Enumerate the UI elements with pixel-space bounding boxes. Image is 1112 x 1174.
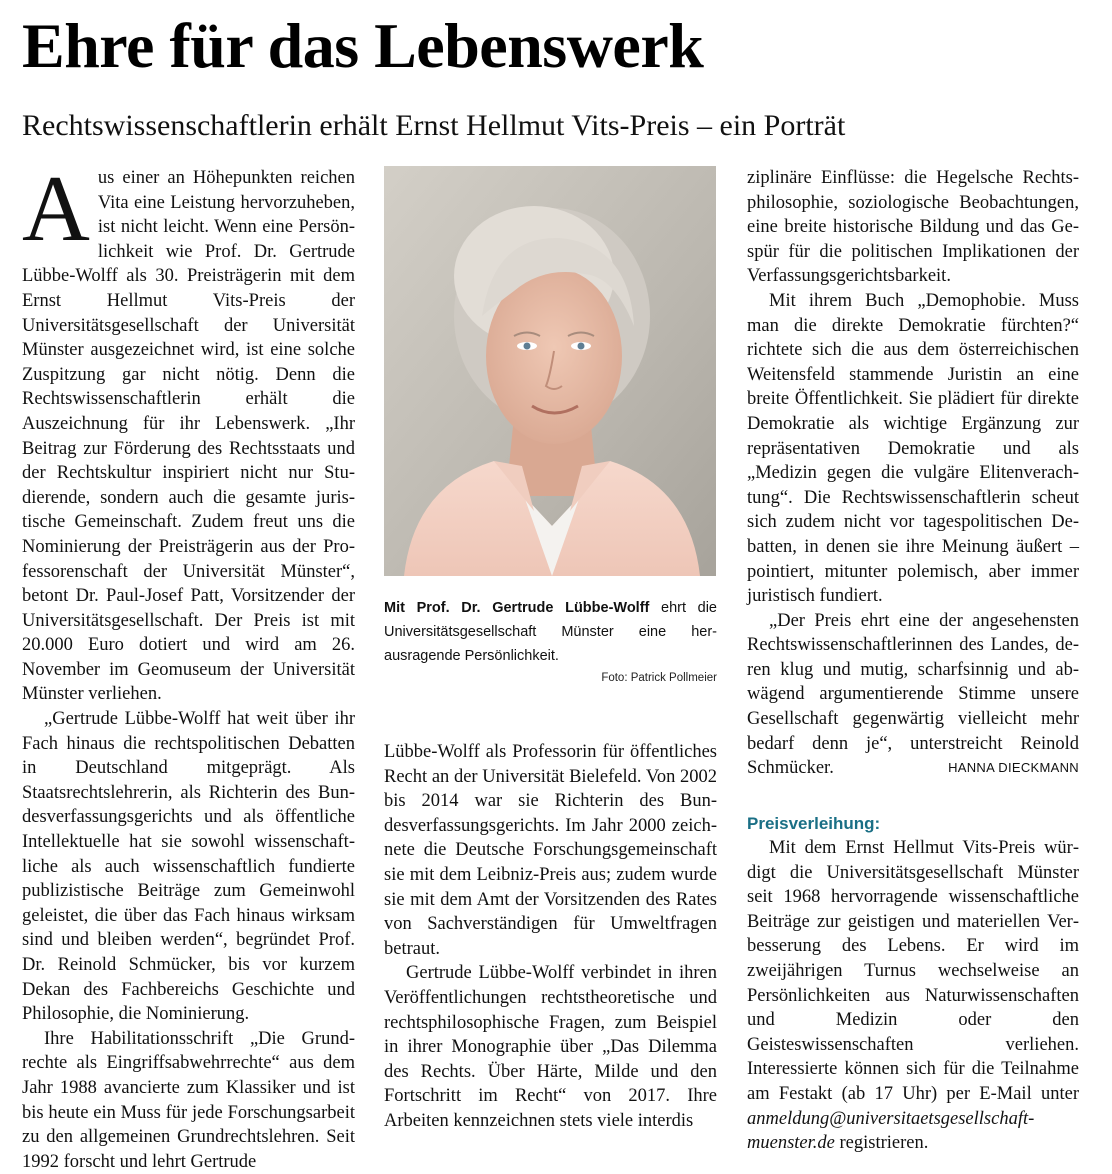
infobox-text <box>747 836 1079 1156</box>
portrait-illustration <box>384 166 716 576</box>
paragraph <box>747 609 1079 781</box>
infobox-body: Mit dem Ernst Hellmut Vits-Preis würdigt die Universitätsgesellschaft Münster seit 1968 hervorragende wissenschaftliche Beiträge zur geistigen und materiellen Verbesserung des Lebens. Er wird im zweijährigen Turnus wechselweise an Persönlichkeiten aus Naturwissenschaften und Medizin oder den Geisteswissenschaften verliehen. Interessierte können sich für die Teilnahme am Festakt (ab 17 Uhr) per E-Mail unter <box>747 838 1079 1104</box>
paragraph: Gertrude Lübbe-Wolff verbindet in ihren Veröffentlichungen rechtstheoretische und rechtsphilosophische Fragen, zum Beispiel in ihrer Monographie über „Das Dilemma des Rechts. Über Härte, Milde und den Fortschritt im Recht“ von 2017. Ihre Arbeiten kennzeichnen stets viele interdis <box>384 963 717 1131</box>
article-column-2 <box>384 740 717 1134</box>
paragraph <box>22 157 355 707</box>
caption-text <box>384 596 717 668</box>
photo-credit: Foto: Patrick Pollmeier <box>601 672 717 684</box>
caption-bold: Mit Prof. Dr. Gertrude Lübbe-Wolff <box>384 600 650 616</box>
photo-caption <box>384 596 717 668</box>
infobox <box>747 836 1079 1156</box>
paragraph: Lübbe-Wolff als Professorin für öffentliches Recht an der Universität Bielefeld. Von 2002 bis 2014 war sie Richterin des Bundesverfassungsgerichts. Im Jahr 2000 zeichnete die Deutsche Forschungsgemeinschaft sie mit dem Leibniz-Preis aus; zudem wurde sie mit dem Amt der Vorsitzenden des Rates von Sachverständigen für Umweltfragen betraut. <box>384 742 717 959</box>
paragraph: Ihre Habilitationsschrift „Die Grundrechte als Eingriffsabwehrrechte“ aus dem Jahr 1988 avancierte zum Klassiker und ist bis heute ein Muss für jede Forschungsarbeit zu den allgemeinen Grundrechtslehren. Seit 1992 forscht und lehrt Gertrude <box>22 1028 355 1172</box>
paragraph-text: „Der Preis ehrt eine der angesehensten Rechtswissenschaftlerinnen des Landes, deren klug und mutig, scharfsinnig und abwägend argumentierende Stimme unsere Gesellschaft gegenwärtig vielleicht mehr bedarf denn je“, unterstreicht Reinold Schmücker. <box>747 610 1079 779</box>
email-link[interactable]: anmeldung@universitaetsgesellschaft-muenster.de <box>747 1108 1035 1154</box>
paragraph: Mit ihrem Buch „Demophobie. Muss man die direkte Demokratie fürchten?“ richtete sich die aus dem österreichischen Weitensfeld stammende Juristin an eine breite Öffentlichkeit. Sie plädiert für direkte Demokratie als wichtige Ergänzung zur repräsentativen Demokratie und als „Medizin gegen die vulgäre Elitenverachtung“. Die Rechtswissenschaftlerin scheut sich zudem nicht vor tagespolitischen Debatten, in denen sie ihre Meinung äußert – pointiert, mitunter polemisch, aber immer juristisch fundiert. <box>747 290 1079 607</box>
headline: Ehre für das Lebenswerk <box>22 10 704 81</box>
paragraph-text: us einer an Höhepunkten reichen Vita eine Leistung hervorzuheben, ist nicht leicht. Wenn eine Persönlichkeit wie Prof. Dr. Gertrude Lübbe-Wolff als 30. Preisträgerin mit dem Ernst Hellmut Vits-Preis der Universitätsgesellschaft der Universität Münster ausgezeichnet wird, ist eine solche Zuspitzung gar nicht nötig. Denn die Rechtswissenschaftlerin erhält die Auszeichnung für ihr Lebenswerk. „Ihr Beitrag zur Förderung des Rechtsstaats und der Rechtskultur inspiriert nicht nur Studierende, sondern auch die gesamte juristische Gemeinschaft. Zudem freut uns die Nominierung der Preisträgerin aus der Professorenschaft der Universität Münster“, betont Dr. Paul-Josef Patt, Vorsitzender der Universitätsgesellschaft. Der Preis ist mit 20.000 Euro dotiert und wird am 26. November im Geomuseum der Universität Münster verliehen. <box>22 168 355 705</box>
paragraph: ziplinäre Einflüsse: die Hegelsche Rechtsphilosophie, soziologische Beobachtungen, eine breite historische Bildung und das Gespür für die politischen Implikationen der Verfassungsgerichtsbarkeit. <box>747 168 1079 287</box>
article-column-1 <box>22 157 355 1174</box>
portrait-photo <box>384 166 716 576</box>
article-column-3 <box>747 166 1079 781</box>
infobox-end: registrieren. <box>834 1133 929 1154</box>
subheadline: Rechtswissenschaftlerin erhält Ernst Hellmut Vits-Preis – ein Porträt <box>22 109 846 142</box>
caption-rest: ehrt die Universitätsgesellschaft Münster eine herausragende Persönlichkeit. <box>384 600 717 664</box>
drop-cap: A <box>22 157 90 261</box>
infobox-heading: Preisverleihung: <box>747 814 881 833</box>
paragraph: „Gertrude Lübbe-Wolff hat weit über ihr Fach hinaus die rechtspolitischen Debatten in Deutschland mitgeprägt. Als Staatsrechtslehrerin, als Richterin des Bundesverfassungsgerichts und als öffentliche Intellektuelle hat sie sowohl wissenschaftliche als auch wissenschaftlich fundierte publizistische Beiträge zum Gemeinwohl geleistet, die über das Fach hinaus wirksam sind und bleiben werden“, begründet Prof. Dr. Reinold Schmücker, bis vor kurzem Dekan des Fachbereichs Geschichte und Philosophie, die Nominierung. <box>22 709 355 1025</box>
author-byline: HANNA DIECKMANN <box>948 760 1079 776</box>
